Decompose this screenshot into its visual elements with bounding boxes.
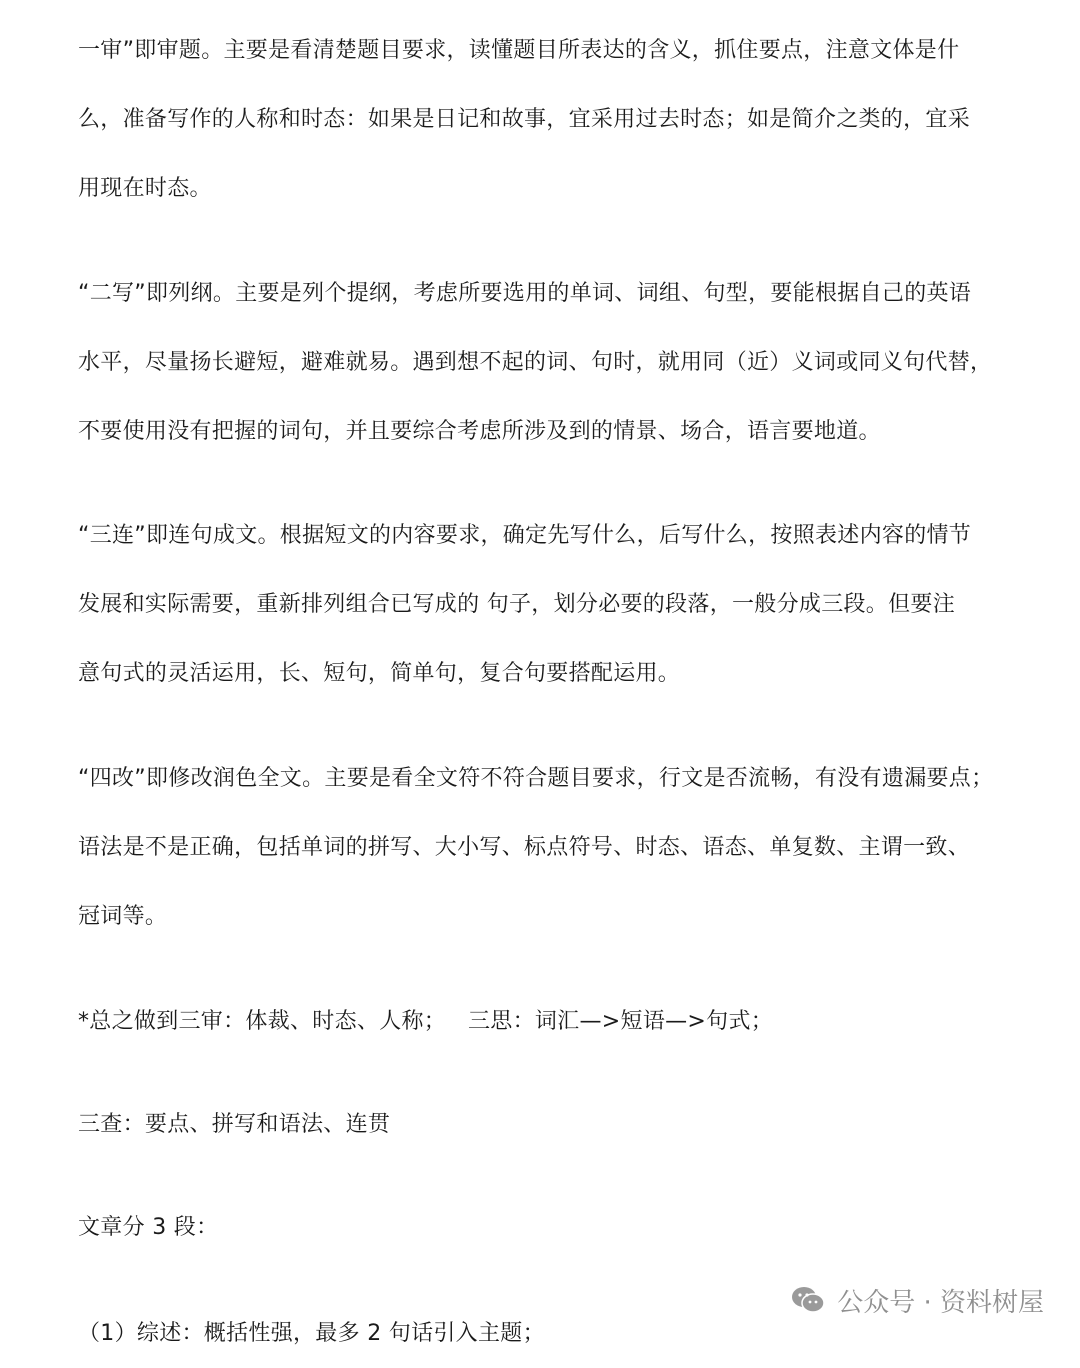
text-line: 水平，尽量扬长避短，避难就易。遇到想不起的词、句时，就用同（近）义词或同义句代替， xyxy=(78,350,993,375)
paragraph-xie xyxy=(78,259,1002,466)
check-line xyxy=(78,1090,1002,1159)
text-line: 文章分 3 段： xyxy=(78,1215,219,1240)
text-line: 意句式的灵活运用，长、短句，简单句，复合句要搭配运用。 xyxy=(78,661,681,686)
paragraph-gai xyxy=(78,744,1002,951)
text-line: 一审”即审题。主要是看清楚题目要求，读懂题目所表达的含义，抓住要点，注意文体是什 xyxy=(78,38,960,63)
text-line: “二写”即列纲。主要是列个提纲，考虑所要选用的单词、词组、句型，要能根据自己的英语 xyxy=(78,281,972,306)
text-line: 发展和实际需要，重新排列组合已写成的 句子，划分必要的段落，一般分成三段。但要注 xyxy=(78,592,955,617)
wechat-icon xyxy=(791,1286,825,1314)
text-line: *总之做到三审：体裁、时态、人称； 三思：词汇—>短语—>句式； xyxy=(78,1009,774,1034)
watermark-text: 公众号 · 资料树屋 xyxy=(837,1287,1044,1318)
watermark xyxy=(791,1278,1044,1322)
text-line: 冠词等。 xyxy=(78,904,168,929)
summary-line xyxy=(78,987,1002,1056)
text-line: 么，准备写作的人称和时态：如果是日记和故事，宜采用过去时态；如是简介之类的，宜采 xyxy=(78,107,971,132)
text-line: “四改”即修改润色全文。主要是看全文符不符合题目要求，行文是否流畅，有没有遗漏要点； xyxy=(78,766,994,791)
structure-line xyxy=(78,1193,1002,1262)
text-line: 不要使用没有把握的词句，并且要综合考虑所涉及到的情景、场合，语言要地道。 xyxy=(78,419,881,444)
text-line: 三查：要点、拼写和语法、连贯 xyxy=(78,1112,391,1137)
paragraph-shen xyxy=(78,16,1002,223)
text-line: 语法是不是正确，包括单词的拼写、大小写、标点符号、时态、语态、单复数、主谓一致、 xyxy=(78,835,971,860)
text-line: 用现在时态。 xyxy=(78,176,212,201)
paragraph-lian xyxy=(78,501,1002,708)
text-line: “三连”即连句成文。根据短文的内容要求，确定先写什么，后写什么，按照表述内容的情节 xyxy=(78,523,972,548)
text-line: （1）综述：概括性强，最多 2 句话引入主题； xyxy=(78,1321,545,1346)
